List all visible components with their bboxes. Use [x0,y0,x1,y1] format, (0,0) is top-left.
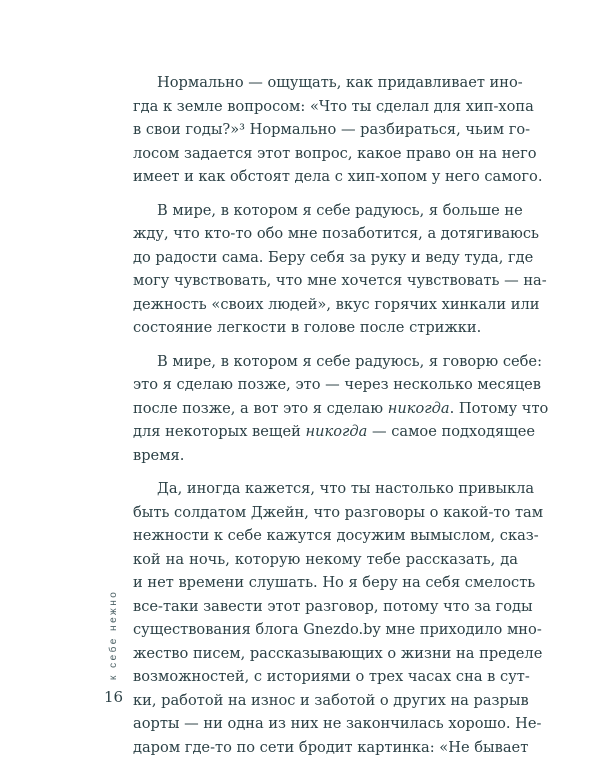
text-line: нежности к себе кажутся досужим вымыслом, сказ- [133,527,539,544]
text-line: аорты — ни одна из них не закончилась хорошо. Не- [133,715,542,732]
text-line: В мире, в котором я себе радуюсь, я говорю себе: [157,352,542,370]
text-line: В мире, в котором я себе радуюсь, я больше не [157,201,523,219]
text-line: жду, что кто-то обо мне позаботится, а дотягиваюсь [133,225,539,242]
text-line: в свои годы?»³ Нормально — разбираться, чьим го- [133,121,531,138]
text-line: все-таки завести этот разговор, потому что за годы [133,597,533,615]
text-line: это я сделаю позже, это — через несколько месяцев [133,376,542,393]
text-line: и нет времени слушать. Но я беру на себя смелость [133,574,536,591]
text-line: возможностей, с историями о трех часах сна в сут- [133,668,530,685]
text-line: после позже, а вот это я сделаю никогда. Потому что [133,399,549,417]
text-line: имеет и как обстоят дела с хип-хопом у него самого. [133,168,543,185]
text-line: даром где-то по сети бродит картинка: «Не бывает [133,738,529,756]
text-line: для некоторых вещей никогда — самое подходящее [133,423,536,440]
text-line: время. [133,446,185,464]
text-line: дежность «своих людей», вкус горячих хинкали или [133,295,540,313]
emphasis: никогда [305,423,368,440]
text-line: могу чувствовать, что мне хочется чувствовать — на- [133,272,547,289]
text-line: существования блога Gnezdo.by мне приходило мно- [133,621,542,638]
text-line: жество писем, рассказывающих о жизни на пределе [133,644,543,662]
text-line: Да, иногда кажется, что ты настолько привыкла [157,480,535,497]
body-text [133,71,549,769]
emphasis: никогда [387,399,450,417]
text-line: ки, работой на износ и заботой о других на разрыв [133,691,529,709]
paragraph-3 [133,350,549,468]
text-line: кой на ночь, которую некому тебе рассказать, да [133,550,518,568]
paragraph-2 [133,199,547,340]
text-line: до радости сама. Беру себя за руку и веду туда, где [133,248,534,266]
paragraph-1 [133,71,543,189]
paragraph-4 [133,477,544,759]
running-title: к себе нежно [108,589,119,680]
text-line: лосом задается этот вопрос, какое право он на него [133,144,537,162]
text-line: гда к земле вопросом: «Что ты сделал для хип-хопа [133,97,534,115]
text-line: Нормально — ощущать, как придавливает ино- [157,74,523,91]
text-line: быть солдатом Джейн, что разговоры о какой-то там [133,503,544,521]
text-line: состояние легкости в голове после стрижки. [133,319,482,336]
page-number: 16 [104,688,124,706]
